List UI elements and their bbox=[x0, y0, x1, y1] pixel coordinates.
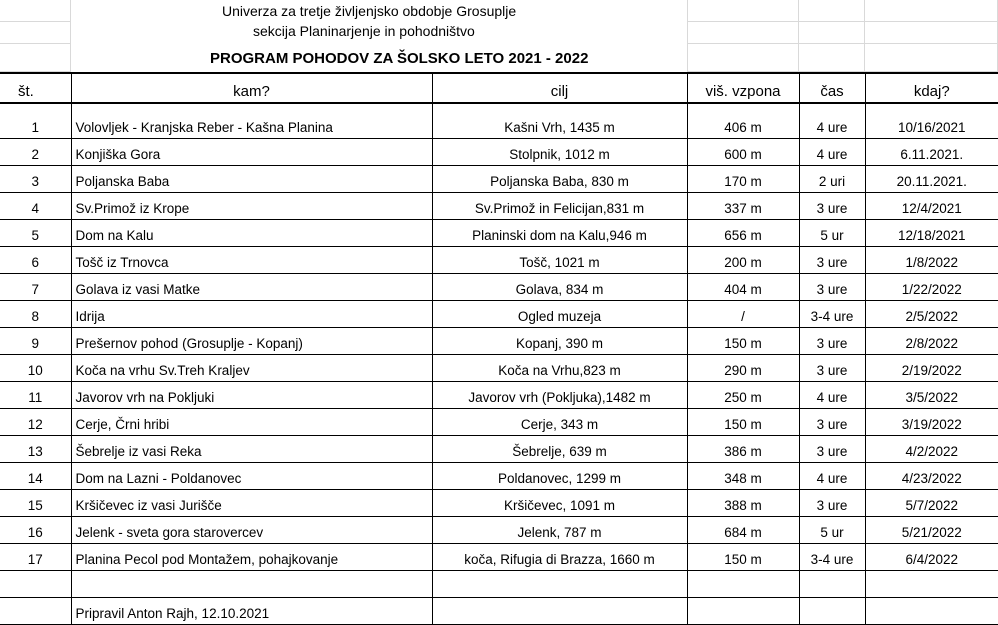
destination-cell: Volovljek - Kranjska Reber - Kašna Planina bbox=[71, 103, 432, 138]
goal-cell: Poljanska Baba, 830 m bbox=[432, 165, 687, 192]
grid-cell bbox=[865, 0, 998, 22]
row-number: 6 bbox=[0, 246, 71, 273]
table-cell bbox=[432, 570, 687, 597]
goal-cell: Javorov vrh (Pokljuka),1482 m bbox=[432, 381, 687, 408]
duration-cell: 4 ure bbox=[799, 103, 865, 138]
table-row bbox=[0, 273, 998, 300]
table-body bbox=[0, 103, 998, 570]
column-header-kdaj: kdaj? bbox=[865, 73, 998, 103]
date-cell: 5/21/2022 bbox=[865, 516, 998, 543]
column-header-visina: viš. vzpona bbox=[687, 73, 799, 103]
table-row bbox=[0, 435, 998, 462]
elevation-gain-cell: 348 m bbox=[687, 462, 799, 489]
goal-cell: koča, Rifugia di Brazza, 1660 m bbox=[432, 543, 687, 570]
row-number: 8 bbox=[0, 300, 71, 327]
duration-cell: 3 ure bbox=[799, 327, 865, 354]
goal-cell: Kopanj, 390 m bbox=[432, 327, 687, 354]
elevation-gain-cell: 200 m bbox=[687, 246, 799, 273]
destination-cell: Dom na Lazni - Poldanovec bbox=[71, 462, 432, 489]
column-header-number: št. bbox=[0, 73, 71, 103]
duration-cell: 4 ure bbox=[799, 138, 865, 165]
elevation-gain-cell: 337 m bbox=[687, 192, 799, 219]
grid-cell bbox=[799, 0, 865, 22]
grid-cell bbox=[799, 22, 865, 44]
goal-cell: Stolpnik, 1012 m bbox=[432, 138, 687, 165]
row-number: 5 bbox=[0, 219, 71, 246]
prepared-by-note: Pripravil Anton Rajh, 12.10.2021 bbox=[71, 597, 432, 624]
destination-cell: Idrija bbox=[71, 300, 432, 327]
table-row bbox=[0, 354, 998, 381]
destination-cell: Poljanska Baba bbox=[71, 165, 432, 192]
row-number: 7 bbox=[0, 273, 71, 300]
duration-cell: 3 ure bbox=[799, 192, 865, 219]
grid-cell bbox=[865, 44, 998, 72]
row-number: 10 bbox=[0, 354, 71, 381]
goal-cell: Poldanovec, 1299 m bbox=[432, 462, 687, 489]
row-number: 11 bbox=[0, 381, 71, 408]
duration-cell: 4 ure bbox=[799, 381, 865, 408]
grid-cell bbox=[0, 44, 71, 72]
table-row bbox=[0, 381, 998, 408]
duration-cell: 5 ur bbox=[799, 516, 865, 543]
header-area bbox=[0, 0, 998, 72]
date-cell: 12/4/2021 bbox=[865, 192, 998, 219]
table-cell bbox=[0, 570, 71, 597]
destination-cell: Cerje, Črni hribi bbox=[71, 408, 432, 435]
destination-cell: Javorov vrh na Pokljuki bbox=[71, 381, 432, 408]
table-row bbox=[0, 489, 998, 516]
date-cell: 4/23/2022 bbox=[865, 462, 998, 489]
row-number: 1 bbox=[0, 103, 71, 138]
elevation-gain-cell: 150 m bbox=[687, 327, 799, 354]
grid-cell bbox=[799, 44, 865, 72]
date-cell: 6/4/2022 bbox=[865, 543, 998, 570]
duration-cell: 3-4 ure bbox=[799, 543, 865, 570]
date-cell: 4/2/2022 bbox=[865, 435, 998, 462]
destination-cell: Golava iz vasi Matke bbox=[71, 273, 432, 300]
date-cell: 1/22/2022 bbox=[865, 273, 998, 300]
column-header-cas: čas bbox=[799, 73, 865, 103]
destination-cell: Tošč iz Trnovca bbox=[71, 246, 432, 273]
date-cell: 5/7/2022 bbox=[865, 489, 998, 516]
row-number: 13 bbox=[0, 435, 71, 462]
table-row bbox=[0, 192, 998, 219]
row-number: 3 bbox=[0, 165, 71, 192]
goal-cell: Kršičevec, 1091 m bbox=[432, 489, 687, 516]
goal-cell: Jelenk, 787 m bbox=[432, 516, 687, 543]
goal-cell: Kašni Vrh, 1435 m bbox=[432, 103, 687, 138]
date-cell: 1/8/2022 bbox=[865, 246, 998, 273]
goal-cell: Šebrelje, 639 m bbox=[432, 435, 687, 462]
hikes-table bbox=[0, 72, 998, 625]
goal-cell: Cerje, 343 m bbox=[432, 408, 687, 435]
goal-cell: Tošč, 1021 m bbox=[432, 246, 687, 273]
goal-cell: Planinski dom na Kalu,946 m bbox=[432, 219, 687, 246]
duration-cell: 4 ure bbox=[799, 462, 865, 489]
elevation-gain-cell: 600 m bbox=[687, 138, 799, 165]
table-cell bbox=[71, 570, 432, 597]
table-row bbox=[0, 246, 998, 273]
goal-cell: Golava, 834 m bbox=[432, 273, 687, 300]
date-cell: 3/19/2022 bbox=[865, 408, 998, 435]
grid-cell bbox=[0, 22, 71, 44]
elevation-gain-cell: 684 m bbox=[687, 516, 799, 543]
elevation-gain-cell: / bbox=[687, 300, 799, 327]
destination-cell: Šebrelje iz vasi Reka bbox=[71, 435, 432, 462]
grid-cell bbox=[687, 0, 799, 22]
destination-cell: Planina Pecol pod Montažem, pohajkovanje bbox=[71, 543, 432, 570]
date-cell: 2/5/2022 bbox=[865, 300, 998, 327]
duration-cell: 3 ure bbox=[799, 435, 865, 462]
grid-cell bbox=[0, 0, 71, 22]
destination-cell: Prešernov pohod (Grosuplje - Kopanj) bbox=[71, 327, 432, 354]
table-row bbox=[0, 408, 998, 435]
row-number: 17 bbox=[0, 543, 71, 570]
row-number: 4 bbox=[0, 192, 71, 219]
row-number: 14 bbox=[0, 462, 71, 489]
elevation-gain-cell: 388 m bbox=[687, 489, 799, 516]
elevation-gain-cell: 406 m bbox=[687, 103, 799, 138]
duration-cell: 3 ure bbox=[799, 354, 865, 381]
destination-cell: Koča na vrhu Sv.Treh Kraljev bbox=[71, 354, 432, 381]
table-row bbox=[0, 300, 998, 327]
column-header-cilj: cilj bbox=[432, 73, 687, 103]
date-cell: 10/16/2021 bbox=[865, 103, 998, 138]
duration-cell: 3 ure bbox=[799, 489, 865, 516]
destination-cell: Kršičevec iz vasi Jurišče bbox=[71, 489, 432, 516]
duration-cell: 3 ure bbox=[799, 273, 865, 300]
elevation-gain-cell: 656 m bbox=[687, 219, 799, 246]
date-cell: 20.11.2021. bbox=[865, 165, 998, 192]
grid-cell bbox=[865, 22, 998, 44]
date-cell: 2/19/2022 bbox=[865, 354, 998, 381]
duration-cell: 2 uri bbox=[799, 165, 865, 192]
destination-cell: Jelenk - sveta gora starovercev bbox=[71, 516, 432, 543]
table-row bbox=[0, 219, 998, 246]
goal-cell: Koča na Vrhu,823 m bbox=[432, 354, 687, 381]
table-row bbox=[0, 462, 998, 489]
duration-cell: 3 ure bbox=[799, 246, 865, 273]
duration-cell: 5 ur bbox=[799, 219, 865, 246]
duration-cell: 3-4 ure bbox=[799, 300, 865, 327]
elevation-gain-cell: 150 m bbox=[687, 543, 799, 570]
date-cell: 12/18/2021 bbox=[865, 219, 998, 246]
table-cell bbox=[865, 570, 998, 597]
elevation-gain-cell: 290 m bbox=[687, 354, 799, 381]
grid-cell bbox=[687, 22, 799, 44]
row-number: 12 bbox=[0, 408, 71, 435]
goal-cell: Sv.Primož in Felicijan,831 m bbox=[432, 192, 687, 219]
goal-cell: Ogled muzeja bbox=[432, 300, 687, 327]
destination-cell: Sv.Primož iz Krope bbox=[71, 192, 432, 219]
row-number: 9 bbox=[0, 327, 71, 354]
column-header-kam: kam? bbox=[71, 73, 432, 103]
table-row bbox=[0, 165, 998, 192]
table-row bbox=[0, 516, 998, 543]
elevation-gain-cell: 250 m bbox=[687, 381, 799, 408]
empty-row bbox=[0, 570, 998, 597]
elevation-gain-cell: 150 m bbox=[687, 408, 799, 435]
row-number: 2 bbox=[0, 138, 71, 165]
table-header-row bbox=[0, 73, 998, 103]
table-row bbox=[0, 103, 998, 138]
elevation-gain-cell: 404 m bbox=[687, 273, 799, 300]
date-cell: 2/8/2022 bbox=[865, 327, 998, 354]
table-row bbox=[0, 138, 998, 165]
row-number: 15 bbox=[0, 489, 71, 516]
table-row bbox=[0, 327, 998, 354]
table-row bbox=[0, 543, 998, 570]
table-cell bbox=[687, 570, 799, 597]
destination-cell: Konjiška Gora bbox=[71, 138, 432, 165]
elevation-gain-cell: 170 m bbox=[687, 165, 799, 192]
duration-cell: 3 ure bbox=[799, 408, 865, 435]
section-name: sekcija Planinarjenje in pohodništvo bbox=[253, 23, 475, 39]
program-title: PROGRAM POHODOV ZA ŠOLSKO LETO 2021 - 2022 bbox=[210, 50, 589, 67]
date-cell: 3/5/2022 bbox=[865, 381, 998, 408]
row-number: 16 bbox=[0, 516, 71, 543]
elevation-gain-cell: 386 m bbox=[687, 435, 799, 462]
organization-name: Univerza za tretje življenjsko obdobje Grosuplje bbox=[222, 3, 517, 19]
grid-cell bbox=[687, 44, 799, 72]
table-cell bbox=[799, 570, 865, 597]
date-cell: 6.11.2021. bbox=[865, 138, 998, 165]
destination-cell: Dom na Kalu bbox=[71, 219, 432, 246]
